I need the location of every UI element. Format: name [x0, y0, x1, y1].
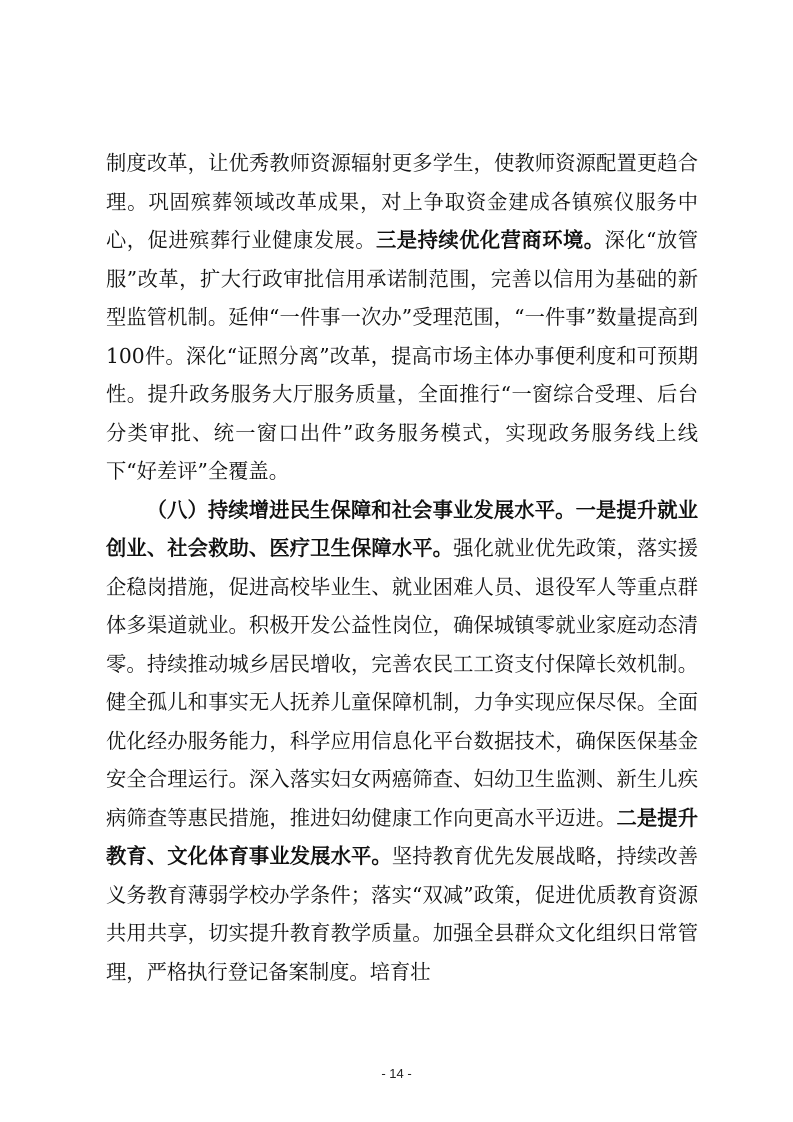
page-number: - 14 - [381, 1066, 412, 1081]
paragraph-1-run-2: 三是持续优化营商环境。 [376, 228, 605, 252]
paragraph-2-subheading: 二是提升教育、文化体育事业发展水平。 [106, 805, 698, 868]
paragraph-1-run-3: 深化“放管服”改革，扩大行政审批信用承诺制范围，完善以信用为基础的新型监管机制。延伸“一件事一次办”受理范围，“一件事”数量提高到100件。深化“证照分离”改革，提高市场主体办事便利度和可预期性。提升政务服务大厅服务质量，全面推行“一窗综合受理、后台分类审批、统一窗口出件”政务服务模式，实现政务服务线上线下“好差评”全覆盖。 [106, 228, 698, 483]
paragraph-2 [106, 491, 698, 992]
paragraph-2-run-2: 强化就业优先政策，落实援企稳岗措施，促进高校毕业生、就业困难人员、退役军人等重点群体多渠道就业。积极开发公益性岗位，确保城镇零就业家庭动态清零。持续推动城乡居民增收，完善农民工工资支付保障长效机制。健全孤儿和事实无人抚养儿童保障机制，力争实现应保尽保。全面优化经办服务能力，科学应用信息化平台数据技术，确保医保基金安全合理运行。深入落实妇女两癌筛查、妇幼卫生监测、新生儿疾病筛查等惠民措施，推进妇幼健康工作向更高水平迈进。 [106, 536, 698, 830]
paragraph-1 [106, 144, 698, 491]
paragraph-2-heading: （八）持续增进民生保障和社会事业发展水平。一是提升就业创业、社会救助、医疗卫生保障水平。 [106, 497, 698, 560]
body-text [106, 144, 698, 991]
paragraph-1-run-1: 制度改革，让优秀教师资源辐射更多学生，使教师资源配置更趋合理。巩固殡葬领域改革成果，对上争取资金建成各镇殡仪服务中心，促进殡葬行业健康发展。 [106, 151, 698, 252]
paragraph-2-run-4: 坚持教育优先发展战略，持续改善义务教育薄弱学校办学条件；落实“双减”政策，促进优质教育资源共用共享，切实提升教育教学质量。加强全县群众文化组织日常管理，严格执行登记备案制度。培育壮 [106, 844, 698, 984]
